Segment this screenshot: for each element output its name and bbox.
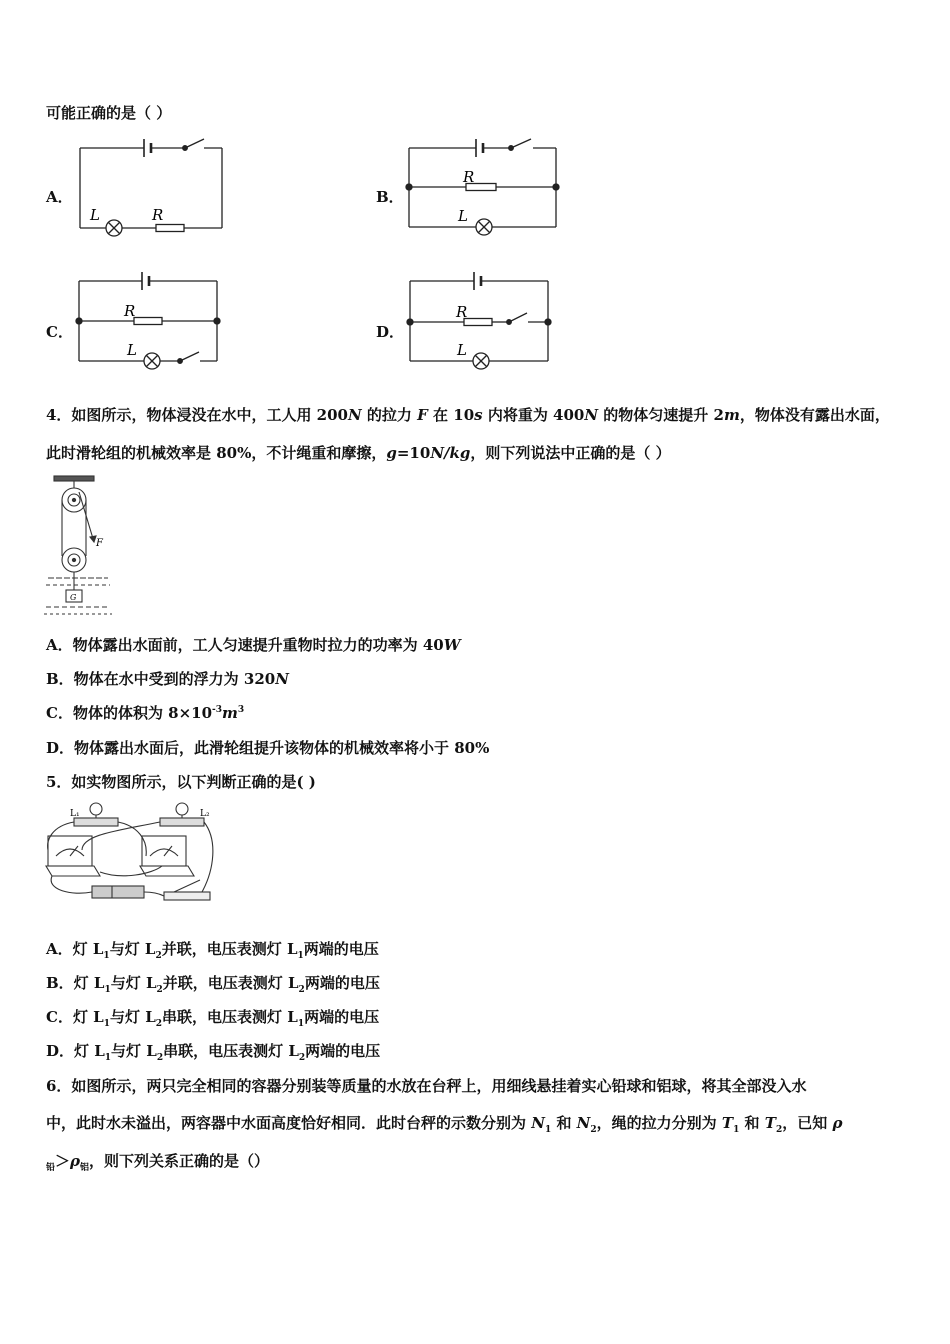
circuit-b-diagram <box>400 130 570 240</box>
q4-option-d: D．物体露出水面后，此滑轮组提升该物体的机械效率将小于 80% <box>46 739 490 757</box>
circuit-b-label-l: L <box>458 207 468 225</box>
pulley-weight-label: G <box>70 593 77 602</box>
circuit-physical-diagram <box>42 800 220 908</box>
q6-stem-line3: $_铅>\rho_铝$，则下列关系正确的是（） <box>46 1152 270 1173</box>
q5-option-d: D．灯 $L_1$与灯 $L_2$串联，电压表测灯 $L_2$两端的电压 <box>46 1042 381 1063</box>
q3-option-b-label: B． <box>376 188 404 206</box>
circuit-a-diagram <box>72 130 232 240</box>
q5-stem: 5．如实物图所示，以下判断正确的是( ) <box>46 773 316 791</box>
q3-option-c-label: C． <box>46 323 73 341</box>
q4-option-c: C．物体的体积为 $8\times 10^{-3}m^3$ <box>46 704 245 722</box>
q3-option-d-label: D． <box>376 323 405 341</box>
q4-option-b: B．物体在水中受到的浮力为 320N <box>46 670 289 688</box>
q3-stem-tail: 可能正确的是（ ） <box>46 104 172 122</box>
physical-label-l1: L₁ <box>70 809 80 819</box>
q6-stem-line2: 中，此时水未溢出，两容器中水面高度恰好相同．此时台秤的示数分别为 $N_1$ 和 $N_2$，绳的拉力分别为 $T_1$ 和 $T_2$，已知 ρ <box>46 1114 843 1135</box>
q5-option-a: A．灯 $L_1$与灯 $L_2$并联，电压表测灯 $L_1$两端的电压 <box>46 940 379 961</box>
circuit-c-diagram <box>70 265 230 375</box>
circuit-d-label-r: R <box>456 303 468 321</box>
q3-option-a-label: A． <box>46 188 73 206</box>
q4-stem-line2: 此时滑轮组的机械效率是 80%，不计绳重和摩擦，g=10N/kg，则下列说法中正确的是（ ） <box>46 444 671 462</box>
q4-option-a: A．物体露出水面前，工人匀速提升重物时拉力的功率为 40W <box>46 636 461 654</box>
q5-option-b: B．灯 $L_1$与灯 $L_2$并联，电压表测灯 $L_2$两端的电压 <box>46 974 380 995</box>
q6-stem-line1: 6．如图所示，两只完全相同的容器分别装等质量的水放在台秤上，用细线悬挂着实心铅球和铝球，将其全部没入水 <box>46 1077 807 1095</box>
circuit-a-label-r: R <box>152 206 164 224</box>
circuit-d-label-l: L <box>457 341 467 359</box>
q4-stem-line1: 4．如图所示，物体浸没在水中，工人用 200N 的拉力 F 在 10s 内将重为 400N 的物体匀速提升 2m，物体没有露出水面， <box>46 406 890 424</box>
physical-label-l2: L₂ <box>200 809 210 819</box>
circuit-b-label-r: R <box>463 168 475 186</box>
circuit-c-label-l: L <box>127 341 137 359</box>
circuit-c-label-r: R <box>124 302 136 320</box>
pulley-system-diagram <box>44 474 116 620</box>
q5-option-c: C．灯 $L_1$与灯 $L_2$串联，电压表测灯 $L_1$两端的电压 <box>46 1008 380 1029</box>
circuit-a-label-l: L <box>90 206 100 224</box>
circuit-d-diagram <box>400 265 560 375</box>
pulley-force-label: F <box>96 538 103 549</box>
